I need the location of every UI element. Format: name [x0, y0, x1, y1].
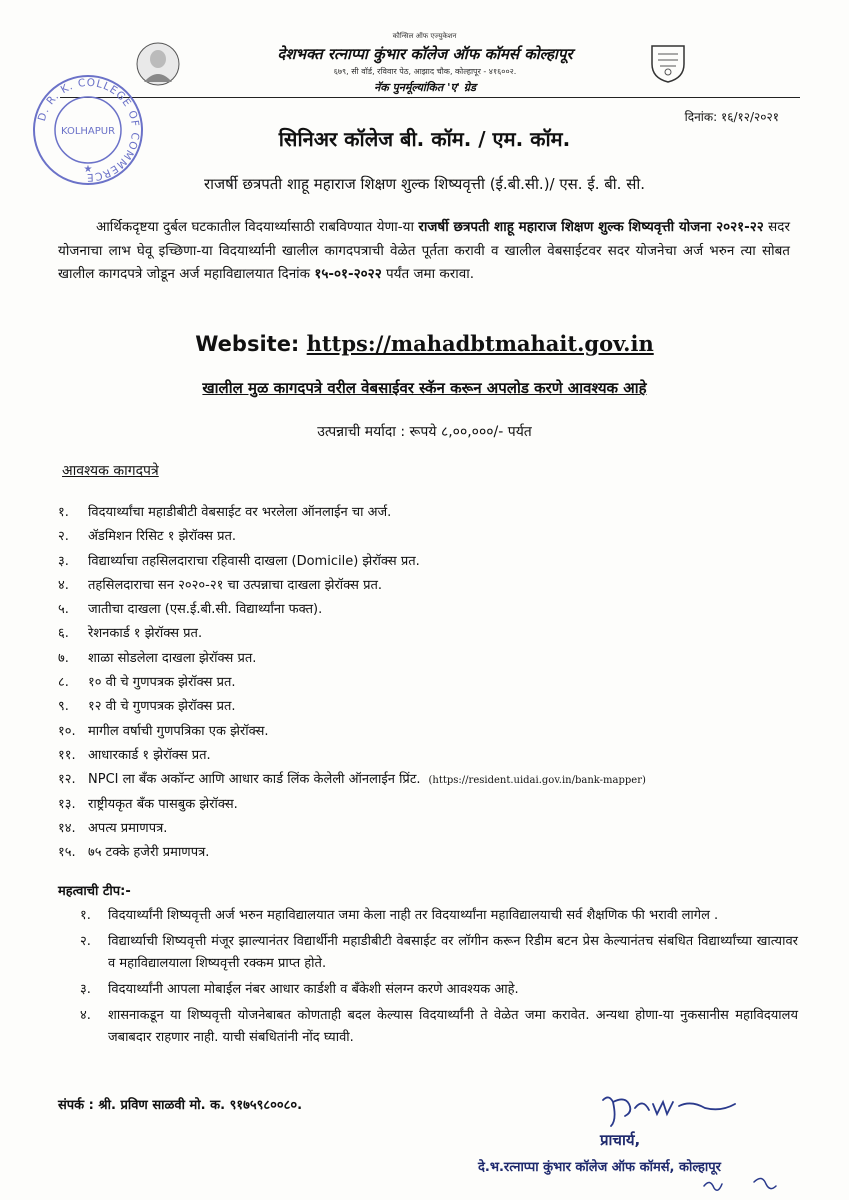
letterhead-divider	[60, 97, 800, 98]
website-line	[0, 331, 849, 356]
contact-info: संपर्क : श्री. प्रविण साळवी मो. क. ९१७५९८००८०.	[58, 1098, 303, 1113]
list-item: ८. १० वी चे गुणपत्रक झेरॉक्स प्रत.	[58, 675, 236, 691]
list-item: ३. विदयार्थ्यांनी आपला मोबाईल नंबर आधार कार्डशी व बॅंकेशी संलग्न करणे आवश्यक आहे.	[80, 982, 519, 997]
list-item: १२. NPCI ला बॅंक अकॉन्ट आणि आधार कार्ड लिंक केलेली ऑनलाईन प्रिंट. (https://resident.uidai.gov.in/bank-mapper)	[58, 772, 646, 788]
society-name: कौन्सिल ऑफ एज्युकेशन	[392, 32, 457, 40]
intro-paragraph: आर्थिकदृष्टया दुर्बल घटकातील विदयार्थ्यासाठी राबविण्यात येणा-या राजर्षी छत्रपती शाहू महाराज शिक्षण शुल्क शिष्यवृत्ती योजना २०२१-२२ सदर योजनाचा लाभ घेवू इच्छिणा-या विदयार्थ्यानी खालील कागदपत्राची वेळेत पूर्तता करावी व खालील वेबसाईटवर सदर योजनेचा अर्ज भरुन त्या सोबत खालील कागदपत्रे जोडून अर्ज महाविद्यालयात दिनांक १५-०१-२०२२ पर्यंत जमा करावा.	[58, 219, 791, 282]
initials-scribble-icon	[700, 1170, 780, 1198]
documents-heading: आवश्यक कागदपत्रे	[62, 463, 159, 479]
list-item: ४. तहसिलदाराचा सन २०२०-२१ चा उत्पन्नाचा दाखला झेरॉक्स प्रत.	[58, 577, 383, 593]
list-item: १. विदयार्थ्यांनी शिष्यवृत्ती अर्ज भरुन महाविद्यालयात जमा केला नाही तर विदयार्थ्यांना महाविद्यालयाची सर्व शैक्षणिक फी भरावी लागेल .	[80, 908, 719, 923]
list-item: ९. १२ वी चे गुणपत्रक झेरॉक्स प्रत.	[58, 699, 236, 715]
svg-text:D. R. K. COLLEGE OF COMMERCE: D. R. K. COLLEGE OF COMMERCE	[35, 76, 142, 184]
naac-grade: नॅक पुनर्मूल्यांकित 'ए' ग्रेड	[374, 81, 476, 94]
list-item: ६. रेशनकार्ड १ झेरॉक्स प्रत.	[58, 626, 203, 642]
list-item: १०. मागील वर्षाची गुणपत्रिका एक झेरॉक्स.	[58, 723, 269, 739]
list-item: २. विद्यार्थ्याची शिष्यवृत्ती मंजूर झाल्यानंतर विद्यार्थीनी महाडीबीटी वेबसाईट वर लॉगीन करून रिडीम बटन प्रेस केल्यानंतच संबधित विद्यार्थ्यांच्या खात्यावर व महाविद्यालयाला शिष्यवृत्ती रक्कम प्राप्त होते.	[80, 934, 798, 971]
bank-mapper-link[interactable]: (https://resident.uidai.gov.in/bank-mapper)	[428, 775, 646, 787]
principal-title: प्राचार्य,	[600, 1131, 641, 1149]
college-crest-icon	[648, 40, 688, 84]
list-item: ४. शासनाकडून या शिष्यवृत्ती योजनेबाबत कोणताही बदल केल्यास विदयार्थ्यांनी ते वेळेत जमा करावेत. अन्यथा होणा-या नुकसानीस महाविदयालय जबाबदार राहणार नाही. याची संबधितांनी नोंद घ्यावी.	[80, 1008, 798, 1045]
list-item: ११. आधारकार्ड १ झेरॉक्स प्रत.	[58, 747, 211, 763]
website-label: Website:	[195, 332, 300, 356]
tips-heading: महत्वाची टीप:-	[58, 884, 131, 899]
list-item: ३. विद्यार्थ्याचा तहसिलदाराचा रहिवासी दाखला (Domicile) झेरॉक्स प्रत.	[58, 553, 420, 569]
list-item: १४. अपत्य प्रमाणपत्र.	[58, 820, 168, 836]
list-item: २. ॲडमिशन रिसिट १ झेरॉक्स प्रत.	[58, 529, 237, 545]
list-item: ७. शाळा सोडलेला दाखला झेरॉक्स प्रत.	[58, 650, 257, 666]
college-address: ६७९, सी वॉर्ड, रविवार पेठ, आझाद चौक, कोल्हापूर - ४१६००२.	[333, 67, 517, 76]
list-item: ५. जातीचा दाखला (एस.ई.बी.सी. विद्यार्थ्यांना फक्त).	[58, 602, 323, 618]
income-limit: उत्पन्नाची मर्यादा : रूपये ८,००,०००/- पर्यत	[317, 424, 532, 440]
page-title: सिनिअर कॉलेज बी. कॉम. / एम. कॉम.	[278, 127, 571, 151]
list-item: १. विदयार्थ्यांचा महाडीबीटी वेबसाईट वर भरलेला ऑनलाईन चा अर्ज.	[58, 505, 392, 520]
list-item: १५. ७५ टक्के हजेरी प्रमाणपत्र.	[58, 845, 210, 861]
scheme-subtitle: राजर्षी छत्रपती शाहू महाराज शिक्षण शुल्क शिष्यवृत्ती (ई.बी.सी.)/ एस. ई. बी. सी.	[203, 175, 646, 193]
upload-note: खालील मुळ कागदपत्रे वरील वेबसाईवर स्कॅन करून अपलोड करणे आवश्यक आहे	[202, 379, 647, 397]
principal-signature-icon	[595, 1090, 745, 1135]
website-link[interactable]: https://mahadbtmahait.gov.in	[306, 331, 654, 356]
documents-list	[58, 501, 798, 865]
svg-text:★: ★	[83, 164, 93, 175]
svg-text:KOLHAPUR: KOLHAPUR	[60, 126, 116, 137]
list-item: १३. राष्ट्रीयकृत बॅंक पासबुक झेरॉक्स.	[58, 796, 238, 812]
college-name: देशभक्त रत्नाप्पा कुंभार कॉलेज ऑफ कॉमर्स कोल्हापूर	[277, 45, 573, 63]
principal-college-seal: दे.भ.रत्नाप्पा कुंभार कॉलेज ऑफ कॉमर्स, कोल्हापूर	[478, 1160, 721, 1175]
notice-date: दिनांक: १६/१२/२०२१	[684, 110, 779, 124]
tips-list	[80, 905, 798, 1053]
